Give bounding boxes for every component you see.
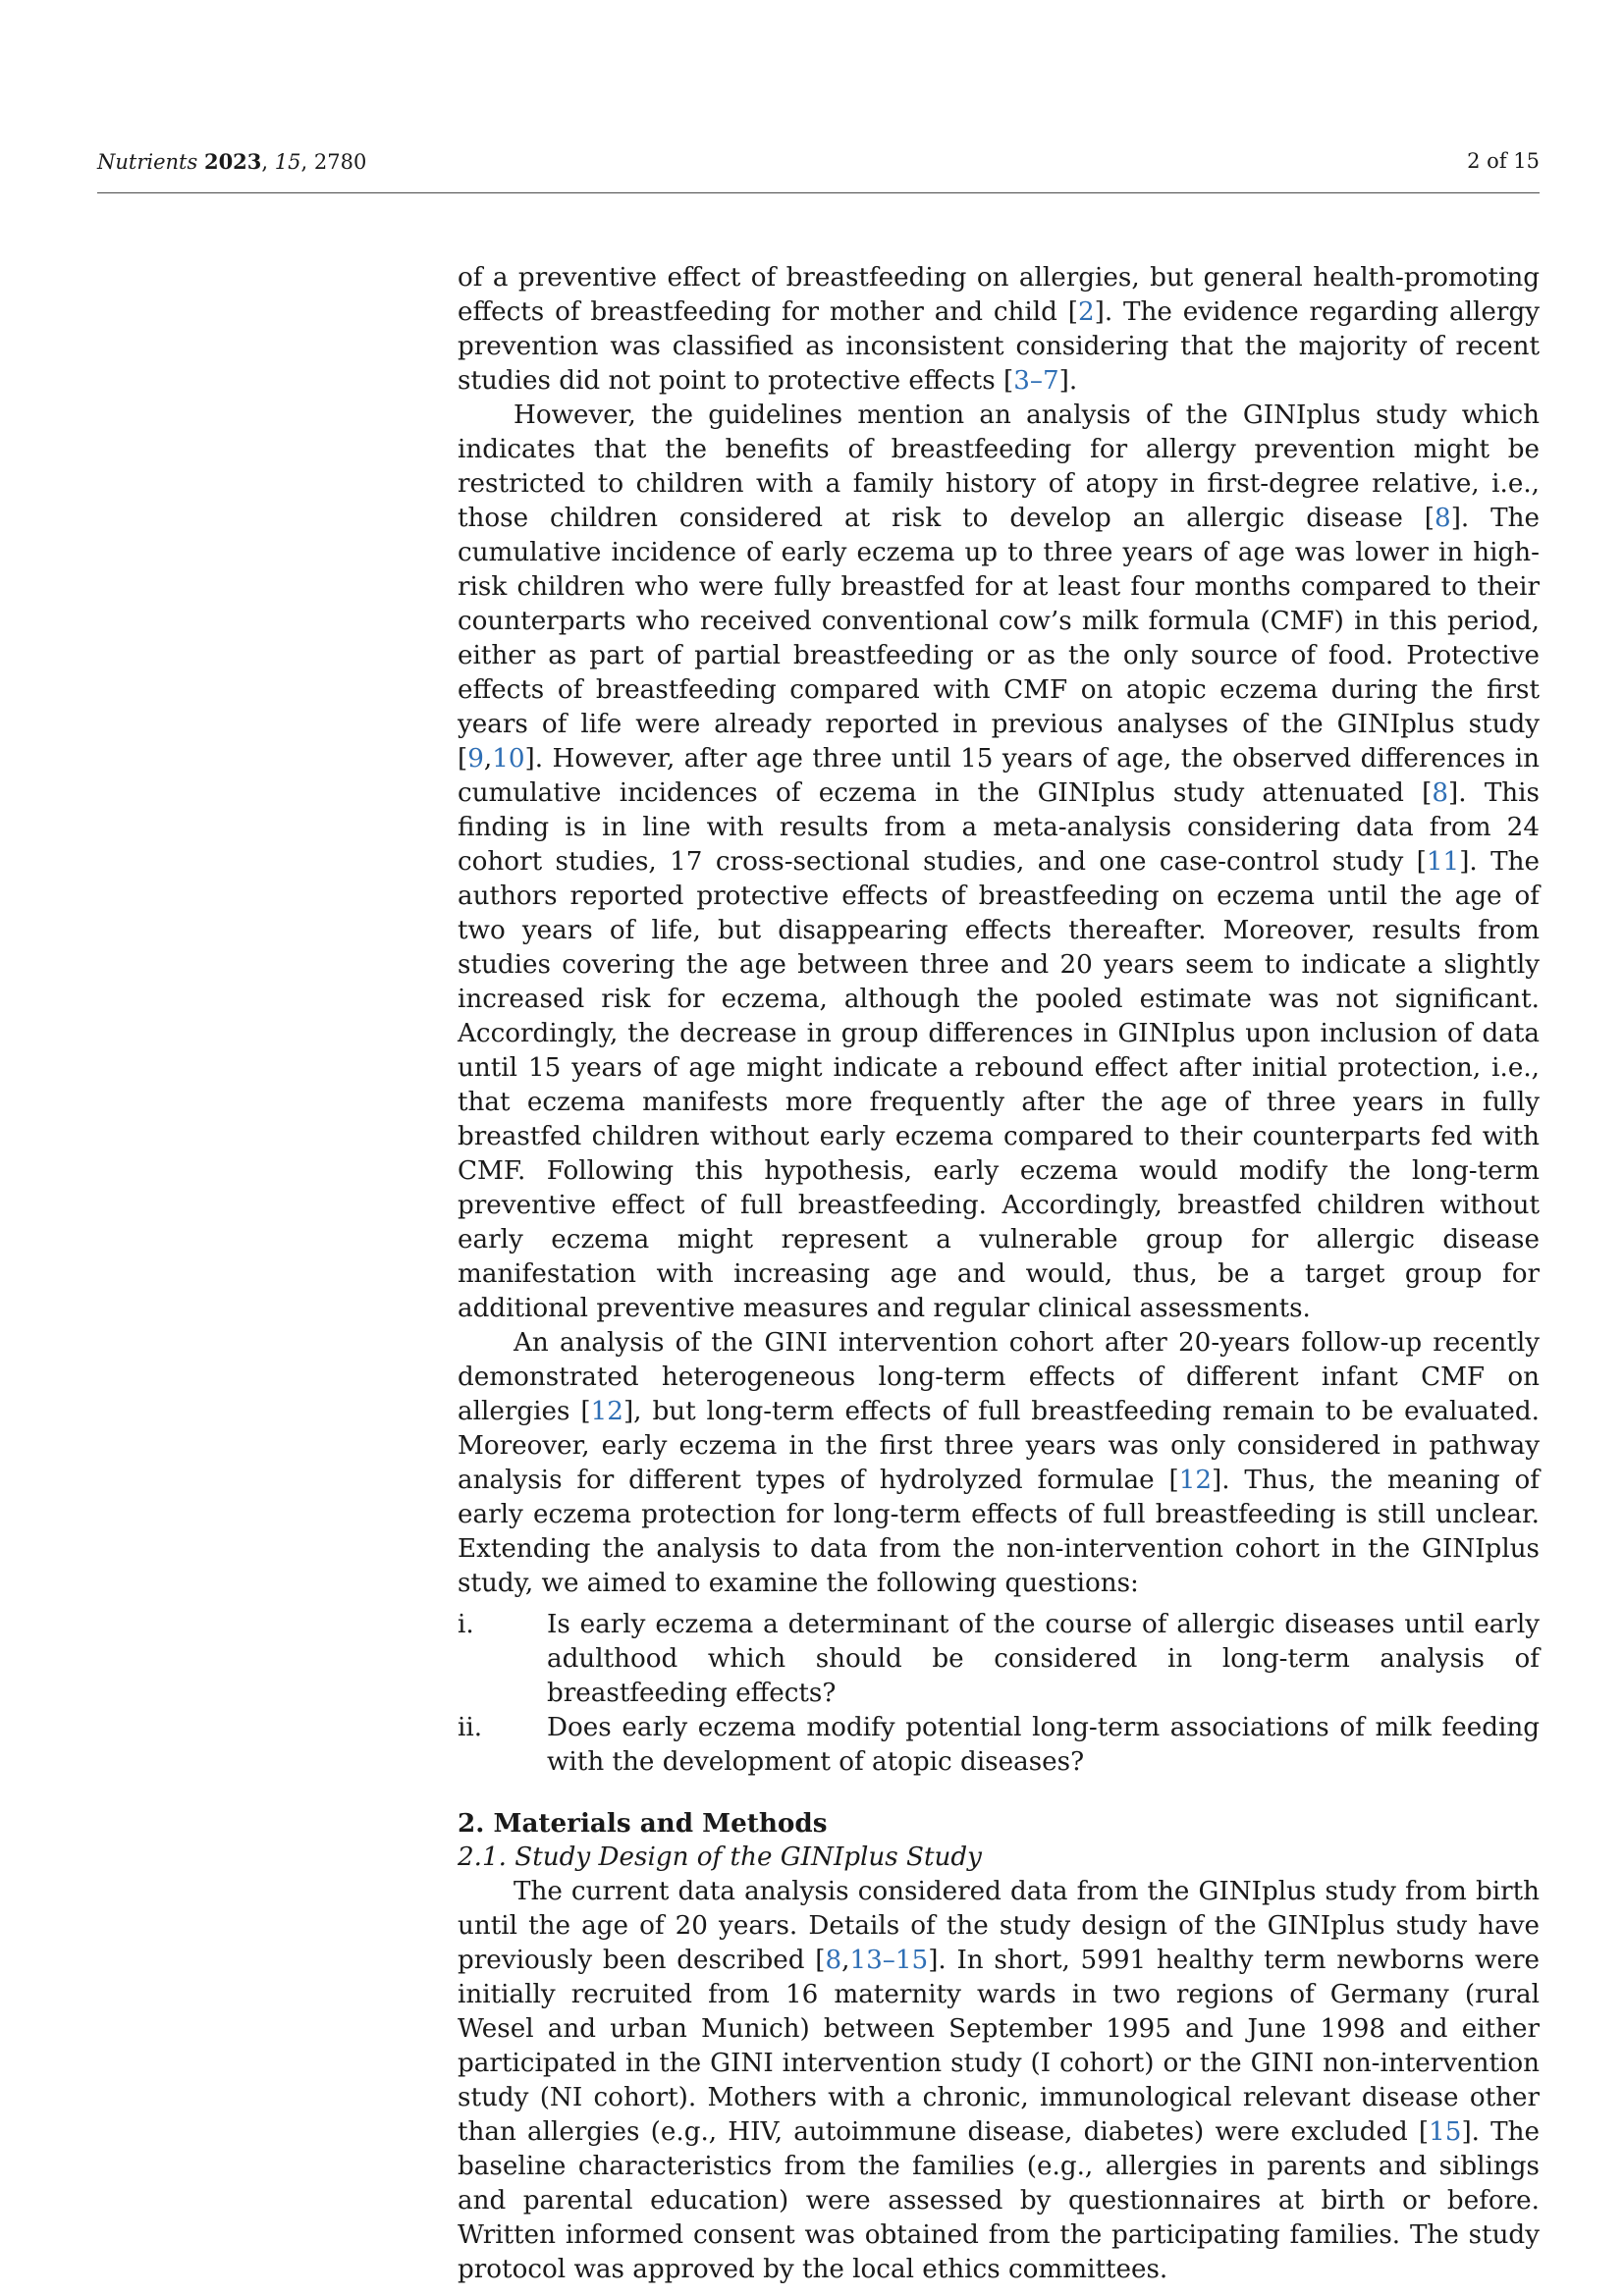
paragraph-4 bbox=[458, 1875, 1540, 2287]
citation-link[interactable]: 13–15 bbox=[849, 1946, 929, 1975]
text: of a preventive effect of breastfeeding on allergies, but general health-promoting effects of breastfeeding for mother and child [ bbox=[458, 263, 1540, 327]
text: ]. Thus, the meaning of early eczema protection for long-term effects of full breastfeeding is still unclear. Extending the analysis to data from the non-intervention cohort in the GINIplus study, we aimed to examine the following questions: bbox=[458, 1466, 1540, 1598]
list-item-text: Is early eczema a determinant of the course of allergic diseases until early adulthood which should be considered in long-term analysis of breastfeeding effects? bbox=[547, 1610, 1540, 1708]
text: ]. The baseline characteristics from the families (e.g., allergies in parents and siblings and parental education) were assessed by questionnaires at birth or before. Written informed consent was obtained from the participating families. The study protocol was approved by the local ethics committees. bbox=[458, 2117, 1540, 2284]
research-questions-list bbox=[458, 1608, 1540, 1780]
citation-link[interactable]: 2 bbox=[1077, 297, 1095, 327]
citation-link[interactable]: 15 bbox=[1429, 2117, 1462, 2147]
text: An analysis of the GINI intervention cohort after 20-years follow-up recently demonstrated heterogeneous long-term effects of different infant CMF on allergies [ bbox=[458, 1328, 1540, 1426]
article-body bbox=[458, 261, 1540, 2287]
citation-link[interactable]: 8 bbox=[1432, 778, 1449, 808]
journal-citation: Nutrients 2023, 15, 2780 bbox=[97, 149, 367, 174]
running-header bbox=[97, 149, 1540, 193]
text: ], but long-term effects of full breastfeeding remain to be evaluated. Moreover, early eczema in the first three years was only considered in pathway analysis for different types of hydrolyzed formulae [ bbox=[458, 1397, 1541, 1495]
section-heading: 2. Materials and Methods bbox=[458, 1808, 828, 1839]
citation-link[interactable]: 12 bbox=[1178, 1466, 1213, 1495]
journal-year: 2023 bbox=[203, 149, 262, 174]
list-item bbox=[458, 1711, 1540, 1780]
text: However, the guidelines mention an analysis of the GINIplus study which indicates that the benefits of breastfeeding for allergy prevention might be restricted to children with a family history of atopy in first-degree relative, i.e., those children considered at risk to develop an allergic disease [ bbox=[458, 400, 1540, 533]
text: , bbox=[841, 1946, 850, 1975]
text: ]. bbox=[1058, 366, 1078, 396]
text: ]. The evidence regarding allergy prevention was classified as inconsistent considering that the majority of recent studies did not point to protective effects [ bbox=[458, 297, 1540, 396]
subsection-heading: 2.1. Study Design of the GINIplus Study bbox=[458, 1842, 982, 1872]
citation-link[interactable]: 11 bbox=[1426, 847, 1460, 877]
page-number: 2 of 15 bbox=[1467, 149, 1540, 173]
text: The current data analysis considered data from the GINIplus study from birth until the age of 20 years. Details of the study design of the GINIplus study have previously been described [ bbox=[458, 1877, 1540, 1975]
article-number: 2780 bbox=[313, 150, 367, 174]
text: ]. However, after age three until 15 years of age, the observed differences in cumulative incidences of eczema in the GINIplus study attenuated [ bbox=[458, 744, 1540, 808]
paragraph-2 bbox=[458, 399, 1540, 1326]
list-item-text: Does early eczema modify potential long-term associations of milk feeding with the development of atopic diseases? bbox=[547, 1713, 1540, 1777]
citation-link[interactable]: 12 bbox=[590, 1397, 623, 1426]
text: , bbox=[483, 744, 493, 774]
list-item-number: i. bbox=[458, 1610, 474, 1639]
paragraph-3 bbox=[458, 1326, 1540, 1601]
list-item bbox=[458, 1608, 1540, 1711]
text: ]. The cumulative incidence of early eczema up to three years of age was lower in high-risk children who were fully breastfed for at least four months compared to their counterparts who received conventional cow’s milk formula (CMF) in this period, either as part of partial breastfeeding or as the only source of food. Protective effects of breastfeeding compared with CMF on atopic eczema during the first years of life were already reported in previous analyses of the GINIplus study [ bbox=[458, 504, 1540, 774]
text: ]. This finding is in line with results from a meta-analysis considering data from 24 cohort studies, 17 cross-sectional studies, and one case-control study [ bbox=[458, 778, 1540, 877]
list-item-number: ii. bbox=[458, 1713, 483, 1742]
journal-volume: 15 bbox=[274, 150, 301, 174]
citation-link[interactable]: 8 bbox=[1435, 504, 1451, 533]
citation-link[interactable]: 3–7 bbox=[1013, 366, 1059, 396]
paragraph-1 bbox=[458, 261, 1540, 399]
citation-link[interactable]: 8 bbox=[825, 1946, 842, 1975]
citation-link[interactable]: 9 bbox=[467, 744, 484, 774]
text: ]. The authors reported protective effects of breastfeeding on eczema until the age of two years of life, but disappearing effects thereafter. Moreover, results from studies covering the age between three and 20 years seem to indicate a slightly increased risk for eczema, although the pooled estimate was not significant. Accordingly, the decrease in group differences in GINIplus upon inclusion of data until 15 years of age might indicate a rebound effect after initial protection, i.e., that eczema manifests more frequently after the age of three years in fully breastfed children without early eczema compared to their counterparts fed with CMF. Following this hypothesis, early eczema would modify the long-term preventive effect of full breastfeeding. Accordingly, breastfed children without early eczema might represent a vulnerable group for allergic disease manifestation with increasing age and would, thus, be a target group for additional preventive measures and regular clinical assessments. bbox=[458, 847, 1540, 1323]
citation-link[interactable]: 10 bbox=[492, 744, 525, 774]
text: ]. In short, 5991 healthy term newborns were initially recruited from 16 maternity wards in two regions of Germany (rural Wesel and urban Munich) between September 1995 and June 1998 and either participated in the GINI intervention study (I cohort) or the GINI non-intervention study (NI cohort). Mothers with a chronic, immunological relevant disease other than allergies (e.g., HIV, autoimmune disease, diabetes) were excluded [ bbox=[458, 1946, 1540, 2147]
journal-name: Nutrients bbox=[97, 150, 198, 174]
